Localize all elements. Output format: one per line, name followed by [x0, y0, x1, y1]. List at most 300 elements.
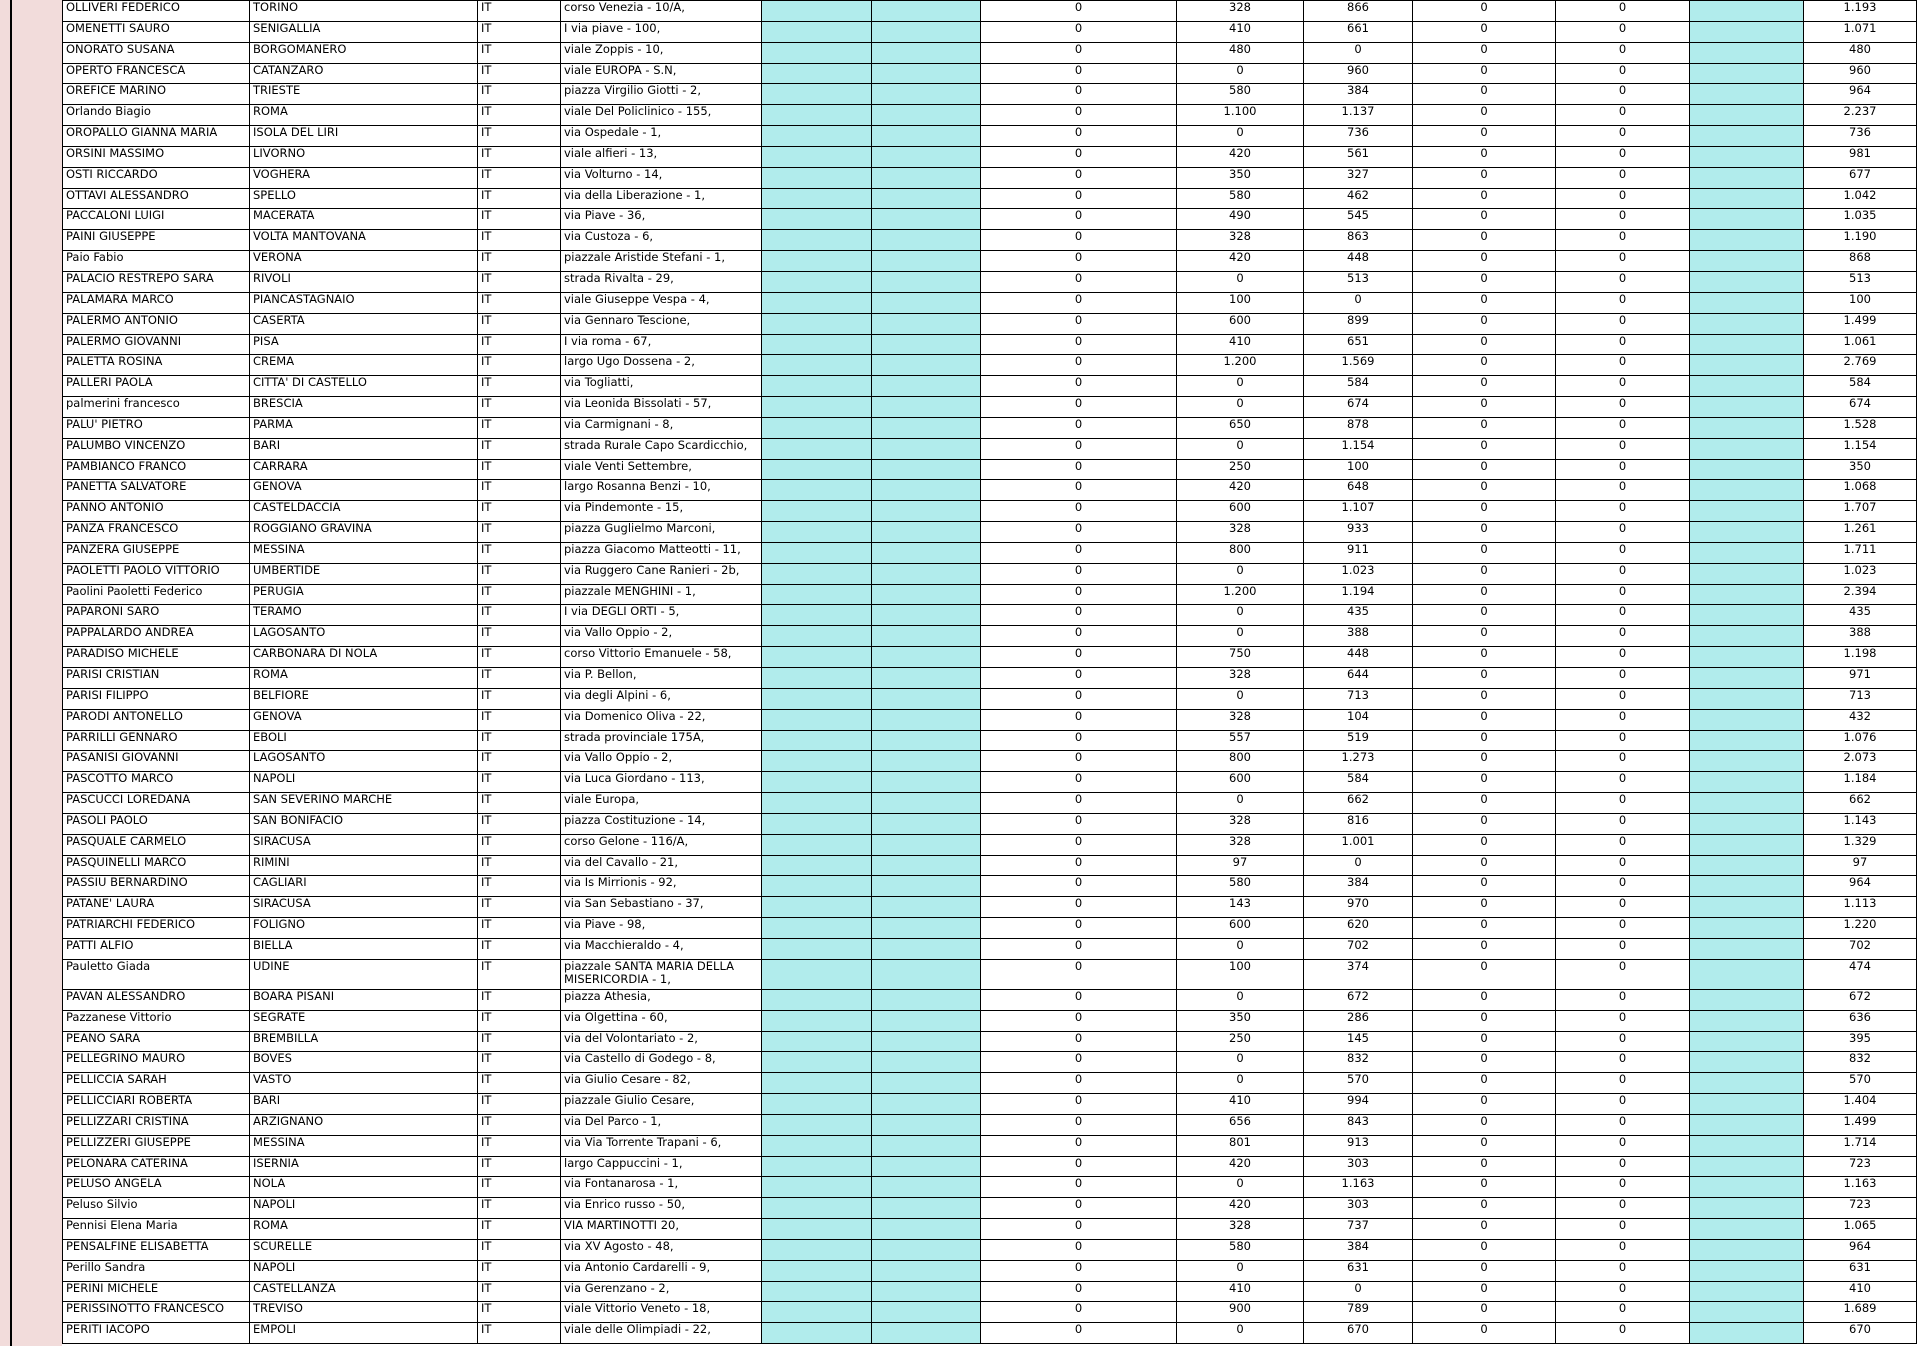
- cell-city: SENIGALLIA: [250, 21, 478, 42]
- cell-value-5: 0: [1556, 480, 1690, 501]
- cell-cyan-2: [872, 855, 981, 876]
- cell-cyan-2: [872, 1, 981, 22]
- cell-cyan-1: [762, 626, 872, 647]
- cell-cyan-1: [762, 334, 872, 355]
- cell-country: IT: [478, 21, 561, 42]
- cell-value-4: 0: [1413, 1323, 1556, 1344]
- cell-total: 1.689: [1804, 1302, 1917, 1323]
- cell-value-5: 0: [1556, 1073, 1690, 1094]
- cell-name: ONORATO SUSANA: [63, 42, 250, 63]
- cell-value-3: 1.273: [1304, 751, 1413, 772]
- cell-country: IT: [478, 188, 561, 209]
- cell-country: IT: [478, 1094, 561, 1115]
- cell-value-1: 0: [981, 730, 1177, 751]
- cell-city: TERAMO: [250, 605, 478, 626]
- cell-value-3: 843: [1304, 1114, 1413, 1135]
- cell-cyan-2: [872, 209, 981, 230]
- cell-cyan-2: [872, 251, 981, 272]
- cell-total: 410: [1804, 1281, 1917, 1302]
- cell-value-3: 878: [1304, 417, 1413, 438]
- cell-name: Peluso Silvio: [63, 1198, 250, 1219]
- cell-name: palmerini francesco: [63, 397, 250, 418]
- cell-city: VASTO: [250, 1073, 478, 1094]
- cell-cyan-2: [872, 1010, 981, 1031]
- cell-value-1: 0: [981, 1073, 1177, 1094]
- cell-value-3: 303: [1304, 1156, 1413, 1177]
- cell-city: CAGLIARI: [250, 876, 478, 897]
- cell-cyan-1: [762, 730, 872, 751]
- cell-address: via XV Agosto - 48,: [561, 1239, 762, 1260]
- cell-city: EMPOLI: [250, 1323, 478, 1344]
- cell-value-4: 0: [1413, 1031, 1556, 1052]
- cell-value-5: 0: [1556, 42, 1690, 63]
- cell-value-3: 384: [1304, 876, 1413, 897]
- table-row: [63, 417, 1917, 438]
- cell-cyan-2: [872, 989, 981, 1010]
- cell-value-2: 557: [1177, 730, 1304, 751]
- cell-cyan-1: [762, 167, 872, 188]
- cell-country: IT: [478, 146, 561, 167]
- cell-city: CASTELDACCIA: [250, 501, 478, 522]
- cell-address: via Ospedale - 1,: [561, 126, 762, 147]
- cell-city: UMBERTIDE: [250, 563, 478, 584]
- cell-value-2: 600: [1177, 918, 1304, 939]
- cell-value-3: 863: [1304, 230, 1413, 251]
- cell-value-2: 100: [1177, 959, 1304, 989]
- cell-name: OREFICE MARINO: [63, 84, 250, 105]
- cell-name: PALU' PIETRO: [63, 417, 250, 438]
- cell-value-2: 0: [1177, 989, 1304, 1010]
- cell-address: via Piave - 98,: [561, 918, 762, 939]
- cell-name: PAVAN ALESSANDRO: [63, 989, 250, 1010]
- cell-name: PAOLETTI PAOLO VITTORIO: [63, 563, 250, 584]
- cell-total: 432: [1804, 709, 1917, 730]
- cell-address: via Leonida Bissolati - 57,: [561, 397, 762, 418]
- cell-value-4: 0: [1413, 542, 1556, 563]
- cell-value-3: 448: [1304, 251, 1413, 272]
- cell-cyan-2: [872, 501, 981, 522]
- cell-cyan-1: [762, 834, 872, 855]
- cell-name: PERITI IACOPO: [63, 1323, 250, 1344]
- cell-address: piazzale MENGHINI - 1,: [561, 584, 762, 605]
- cell-cyan-2: [872, 1052, 981, 1073]
- table-row: [63, 772, 1917, 793]
- cell-value-2: 490: [1177, 209, 1304, 230]
- cell-country: IT: [478, 313, 561, 334]
- cell-value-5: 0: [1556, 1114, 1690, 1135]
- cell-cyan-3: [1690, 397, 1804, 418]
- cell-address: piazzale Giulio Cesare,: [561, 1094, 762, 1115]
- cell-value-2: 328: [1177, 1219, 1304, 1240]
- cell-value-2: 580: [1177, 876, 1304, 897]
- cell-cyan-2: [872, 688, 981, 709]
- cell-value-4: 0: [1413, 813, 1556, 834]
- cell-value-1: 0: [981, 751, 1177, 772]
- cell-total: 2.073: [1804, 751, 1917, 772]
- cell-value-2: 420: [1177, 1198, 1304, 1219]
- cell-city: TRIESTE: [250, 84, 478, 105]
- cell-value-3: 388: [1304, 626, 1413, 647]
- cell-value-1: 0: [981, 1198, 1177, 1219]
- cell-value-4: 0: [1413, 1073, 1556, 1094]
- cell-value-3: 1.194: [1304, 584, 1413, 605]
- cell-cyan-3: [1690, 126, 1804, 147]
- cell-country: IT: [478, 105, 561, 126]
- cell-value-1: 0: [981, 1114, 1177, 1135]
- cell-cyan-1: [762, 105, 872, 126]
- cell-value-1: 0: [981, 1156, 1177, 1177]
- cell-total: 723: [1804, 1198, 1917, 1219]
- table-row: [63, 1052, 1917, 1073]
- cell-cyan-3: [1690, 918, 1804, 939]
- table-row: [63, 459, 1917, 480]
- cell-address: piazza Athesia,: [561, 989, 762, 1010]
- cell-address: corso Gelone - 116/A,: [561, 834, 762, 855]
- cell-address: via degli Alpini - 6,: [561, 688, 762, 709]
- cell-value-3: 620: [1304, 918, 1413, 939]
- cell-total: 674: [1804, 397, 1917, 418]
- cell-country: IT: [478, 989, 561, 1010]
- cell-city: LIVORNO: [250, 146, 478, 167]
- table-row: [63, 938, 1917, 959]
- cell-name: PANNO ANTONIO: [63, 501, 250, 522]
- cell-cyan-2: [872, 1198, 981, 1219]
- cell-name: PALLERI PAOLA: [63, 376, 250, 397]
- cell-city: TORINO: [250, 1, 478, 22]
- cell-cyan-2: [872, 709, 981, 730]
- cell-cyan-2: [872, 480, 981, 501]
- cell-cyan-3: [1690, 146, 1804, 167]
- cell-name: PASCUCCI LOREDANA: [63, 793, 250, 814]
- cell-name: PEANO SARA: [63, 1031, 250, 1052]
- cell-total: 97: [1804, 855, 1917, 876]
- table-row: [63, 167, 1917, 188]
- cell-value-2: 420: [1177, 251, 1304, 272]
- cell-address: via Custoza - 6,: [561, 230, 762, 251]
- cell-total: 670: [1804, 1323, 1917, 1344]
- cell-city: CASERTA: [250, 313, 478, 334]
- cell-address: via Volturno - 14,: [561, 167, 762, 188]
- cell-name: PASQUINELLI MARCO: [63, 855, 250, 876]
- table-body: [63, 1, 1917, 1344]
- cell-address: I via roma - 67,: [561, 334, 762, 355]
- cell-cyan-2: [872, 1260, 981, 1281]
- cell-value-4: 0: [1413, 126, 1556, 147]
- table-row: [63, 1177, 1917, 1198]
- cell-cyan-1: [762, 938, 872, 959]
- cell-cyan-3: [1690, 522, 1804, 543]
- cell-value-4: 0: [1413, 480, 1556, 501]
- cell-name: PELLICCIARI ROBERTA: [63, 1094, 250, 1115]
- cell-cyan-2: [872, 834, 981, 855]
- cell-address: viale Del Policlinico - 155,: [561, 105, 762, 126]
- cell-value-2: 0: [1177, 376, 1304, 397]
- cell-total: 1.071: [1804, 21, 1917, 42]
- cell-cyan-2: [872, 146, 981, 167]
- cell-country: IT: [478, 688, 561, 709]
- cell-cyan-1: [762, 1260, 872, 1281]
- cell-cyan-2: [872, 42, 981, 63]
- cell-value-4: 0: [1413, 251, 1556, 272]
- table-row: [63, 188, 1917, 209]
- cell-value-1: 0: [981, 897, 1177, 918]
- table-row: [63, 959, 1917, 989]
- table-row: [63, 292, 1917, 313]
- cell-value-4: 0: [1413, 938, 1556, 959]
- cell-cyan-3: [1690, 668, 1804, 689]
- cell-value-3: 104: [1304, 709, 1413, 730]
- cell-total: 702: [1804, 938, 1917, 959]
- cell-value-3: 561: [1304, 146, 1413, 167]
- cell-cyan-3: [1690, 938, 1804, 959]
- cell-value-4: 0: [1413, 146, 1556, 167]
- cell-cyan-2: [872, 542, 981, 563]
- table-row: [63, 1323, 1917, 1344]
- cell-address: viale EUROPA - S.N,: [561, 63, 762, 84]
- cell-cyan-2: [872, 105, 981, 126]
- table-row: [63, 1073, 1917, 1094]
- left-margin-band: [0, 0, 10, 1346]
- cell-value-2: 800: [1177, 542, 1304, 563]
- cell-value-4: 0: [1413, 1260, 1556, 1281]
- cell-cyan-2: [872, 1135, 981, 1156]
- table-row: [63, 709, 1917, 730]
- cell-value-2: 328: [1177, 230, 1304, 251]
- cell-country: IT: [478, 813, 561, 834]
- cell-value-2: 350: [1177, 167, 1304, 188]
- cell-country: IT: [478, 63, 561, 84]
- cell-cyan-1: [762, 1010, 872, 1031]
- table-row: [63, 1094, 1917, 1115]
- cell-name: OSTI RICCARDO: [63, 167, 250, 188]
- cell-cyan-1: [762, 751, 872, 772]
- cell-value-4: 0: [1413, 271, 1556, 292]
- cell-total: 1.499: [1804, 1114, 1917, 1135]
- cell-cyan-3: [1690, 855, 1804, 876]
- cell-value-3: 0: [1304, 855, 1413, 876]
- cell-value-5: 0: [1556, 501, 1690, 522]
- cell-cyan-2: [872, 292, 981, 313]
- cell-total: 2.394: [1804, 584, 1917, 605]
- cell-value-1: 0: [981, 793, 1177, 814]
- cell-name: PATTI ALFIO: [63, 938, 250, 959]
- cell-value-4: 0: [1413, 292, 1556, 313]
- cell-cyan-2: [872, 126, 981, 147]
- cell-total: 964: [1804, 876, 1917, 897]
- cell-country: IT: [478, 1219, 561, 1240]
- cell-address: piazza Virgilio Giotti - 2,: [561, 84, 762, 105]
- table-row: [63, 1156, 1917, 1177]
- cell-value-2: 650: [1177, 417, 1304, 438]
- table-row: [63, 1, 1917, 22]
- cell-address: via Gerenzano - 2,: [561, 1281, 762, 1302]
- cell-value-5: 0: [1556, 626, 1690, 647]
- cell-value-4: 0: [1413, 897, 1556, 918]
- cell-country: IT: [478, 167, 561, 188]
- cell-cyan-2: [872, 459, 981, 480]
- cell-name: PASQUALE CARMELO: [63, 834, 250, 855]
- cell-value-5: 0: [1556, 793, 1690, 814]
- cell-value-3: 1.023: [1304, 563, 1413, 584]
- cell-country: IT: [478, 605, 561, 626]
- cell-cyan-1: [762, 1156, 872, 1177]
- cell-cyan-1: [762, 480, 872, 501]
- cell-name: Orlando Biagio: [63, 105, 250, 126]
- cell-value-5: 0: [1556, 855, 1690, 876]
- cell-value-3: 570: [1304, 1073, 1413, 1094]
- cell-value-5: 0: [1556, 563, 1690, 584]
- cell-value-5: 0: [1556, 355, 1690, 376]
- cell-value-2: 801: [1177, 1135, 1304, 1156]
- cell-address: strada Rivalta - 29,: [561, 271, 762, 292]
- cell-value-5: 0: [1556, 1281, 1690, 1302]
- cell-value-3: 911: [1304, 542, 1413, 563]
- cell-value-2: 0: [1177, 1260, 1304, 1281]
- cell-address: piazzale Aristide Stefani - 1,: [561, 251, 762, 272]
- cell-total: 981: [1804, 146, 1917, 167]
- cell-address: piazza Costituzione - 14,: [561, 813, 762, 834]
- cell-country: IT: [478, 542, 561, 563]
- cell-city: ISERNIA: [250, 1156, 478, 1177]
- table-row: [63, 542, 1917, 563]
- cell-total: 1.329: [1804, 834, 1917, 855]
- cell-address: largo Ugo Dossena - 2,: [561, 355, 762, 376]
- cell-value-3: 1.163: [1304, 1177, 1413, 1198]
- cell-total: 677: [1804, 167, 1917, 188]
- cell-value-1: 0: [981, 1177, 1177, 1198]
- cell-city: VOLTA MANTOVANA: [250, 230, 478, 251]
- cell-value-5: 0: [1556, 709, 1690, 730]
- cell-value-2: 800: [1177, 751, 1304, 772]
- cell-value-5: 0: [1556, 959, 1690, 989]
- cell-total: 1.711: [1804, 542, 1917, 563]
- cell-address: via del Volontariato - 2,: [561, 1031, 762, 1052]
- cell-country: IT: [478, 1114, 561, 1135]
- cell-city: MESSINA: [250, 542, 478, 563]
- cell-cyan-1: [762, 397, 872, 418]
- cell-value-5: 0: [1556, 813, 1690, 834]
- cell-total: 1.220: [1804, 918, 1917, 939]
- cell-city: BOARA PISANI: [250, 989, 478, 1010]
- cell-cyan-3: [1690, 1114, 1804, 1135]
- cell-value-4: 0: [1413, 1135, 1556, 1156]
- cell-value-1: 0: [981, 313, 1177, 334]
- cell-value-3: 866: [1304, 1, 1413, 22]
- cell-value-1: 0: [981, 605, 1177, 626]
- cell-address: via Giulio Cesare - 82,: [561, 1073, 762, 1094]
- cell-value-3: 899: [1304, 313, 1413, 334]
- cell-cyan-1: [762, 230, 872, 251]
- cell-cyan-1: [762, 313, 872, 334]
- cell-cyan-3: [1690, 542, 1804, 563]
- cell-value-3: 674: [1304, 397, 1413, 418]
- cell-value-4: 0: [1413, 501, 1556, 522]
- cell-address: via Macchieraldo - 4,: [561, 938, 762, 959]
- cell-value-2: 0: [1177, 1052, 1304, 1073]
- cell-cyan-3: [1690, 376, 1804, 397]
- cell-value-3: 713: [1304, 688, 1413, 709]
- cell-value-2: 0: [1177, 1073, 1304, 1094]
- cell-value-4: 0: [1413, 313, 1556, 334]
- cell-total: 631: [1804, 1260, 1917, 1281]
- cell-value-3: 933: [1304, 522, 1413, 543]
- cell-cyan-2: [872, 1094, 981, 1115]
- cell-value-2: 328: [1177, 834, 1304, 855]
- cell-value-1: 0: [981, 584, 1177, 605]
- cell-city: BOVES: [250, 1052, 478, 1073]
- cell-value-5: 0: [1556, 1177, 1690, 1198]
- cell-cyan-1: [762, 1114, 872, 1135]
- cell-city: BIELLA: [250, 938, 478, 959]
- cell-city: ISOLA DEL LIRI: [250, 126, 478, 147]
- cell-value-4: 0: [1413, 751, 1556, 772]
- cell-value-2: 410: [1177, 1281, 1304, 1302]
- cell-country: IT: [478, 751, 561, 772]
- cell-cyan-3: [1690, 793, 1804, 814]
- cell-total: 1.707: [1804, 501, 1917, 522]
- cell-city: TREVISO: [250, 1302, 478, 1323]
- cell-address: corso Vittorio Emanuele - 58,: [561, 647, 762, 668]
- cell-value-4: 0: [1413, 334, 1556, 355]
- cell-name: PARRILLI GENNARO: [63, 730, 250, 751]
- cell-cyan-3: [1690, 1, 1804, 22]
- cell-city: NAPOLI: [250, 1260, 478, 1281]
- cell-value-4: 0: [1413, 21, 1556, 42]
- cell-city: ROMA: [250, 1219, 478, 1240]
- cell-city: PIANCASTAGNAIO: [250, 292, 478, 313]
- cell-total: 1.499: [1804, 313, 1917, 334]
- cell-cyan-1: [762, 1323, 872, 1344]
- cell-total: 2.237: [1804, 105, 1917, 126]
- cell-value-4: 0: [1413, 1010, 1556, 1031]
- cell-value-4: 0: [1413, 167, 1556, 188]
- cell-cyan-3: [1690, 251, 1804, 272]
- cell-value-2: 328: [1177, 522, 1304, 543]
- table-row: [63, 438, 1917, 459]
- cell-cyan-2: [872, 1239, 981, 1260]
- cell-value-2: 0: [1177, 626, 1304, 647]
- cell-value-2: 100: [1177, 292, 1304, 313]
- cell-name: PARISI FILIPPO: [63, 688, 250, 709]
- cell-cyan-3: [1690, 1073, 1804, 1094]
- cell-value-5: 0: [1556, 397, 1690, 418]
- cell-city: MACERATA: [250, 209, 478, 230]
- cell-cyan-2: [872, 313, 981, 334]
- cell-cyan-3: [1690, 84, 1804, 105]
- cell-value-4: 0: [1413, 563, 1556, 584]
- table-row: [63, 1281, 1917, 1302]
- cell-value-4: 0: [1413, 230, 1556, 251]
- cell-cyan-1: [762, 709, 872, 730]
- cell-value-5: 0: [1556, 1031, 1690, 1052]
- cell-name: PELLICCIA SARAH: [63, 1073, 250, 1094]
- cell-name: PALETTA ROSINA: [63, 355, 250, 376]
- cell-value-2: 1.200: [1177, 584, 1304, 605]
- cell-cyan-3: [1690, 63, 1804, 84]
- cell-value-4: 0: [1413, 1, 1556, 22]
- cell-country: IT: [478, 897, 561, 918]
- cell-address: viale Vittorio Veneto - 18,: [561, 1302, 762, 1323]
- table-row: [63, 834, 1917, 855]
- cell-cyan-3: [1690, 605, 1804, 626]
- cell-value-1: 0: [981, 292, 1177, 313]
- cell-city: BREMBILLA: [250, 1031, 478, 1052]
- cell-cyan-1: [762, 897, 872, 918]
- cell-value-5: 0: [1556, 1135, 1690, 1156]
- cell-cyan-3: [1690, 989, 1804, 1010]
- cell-value-1: 0: [981, 813, 1177, 834]
- cell-address: via Enrico russo - 50,: [561, 1198, 762, 1219]
